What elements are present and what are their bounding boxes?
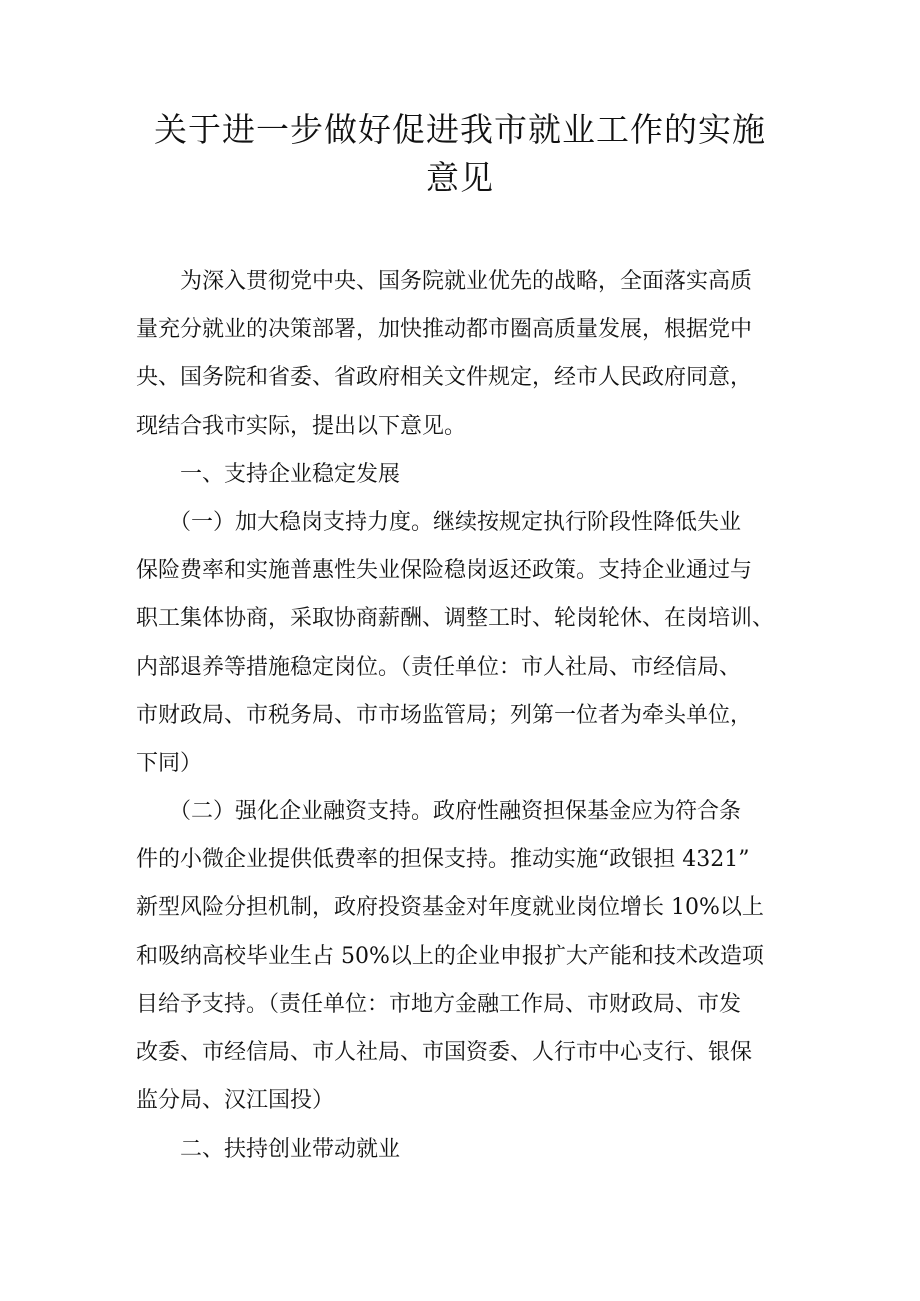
text-line: 现结合我市实际，提出以下意见。: [136, 413, 467, 439]
text-line: 下同）: [136, 750, 203, 776]
text-line: 件的小微企业提供低费率的担保支持。推动实施“政银担 4321”: [136, 847, 750, 873]
text-line: 为深入贯彻党中央、国务院就业优先的战略，全面落实高质: [136, 269, 753, 294]
clause-paragraph-1: [136, 499, 816, 788]
text-line: 改委、市经信局、市人社局、市国资委、人行市中心支行、银保: [136, 1039, 753, 1065]
text-line: 目给予支持。（责任单位：市地方金融工作局、市财政局、市发: [136, 991, 742, 1017]
text-line: 新型风险分担机制，政府投资基金对年度就业岗位增长 10%以上: [136, 895, 764, 921]
text-line: 市财政局、市税务局、市市场监管局；列第一位者为牵头单位，: [136, 702, 753, 728]
section-heading-1: [136, 451, 816, 499]
text-line: 一、支持企业稳定发展: [136, 462, 401, 487]
document-title-line-2: 意见: [426, 158, 494, 197]
text-line: 央、国务院和省委、省政府相关文件规定，经市人民政府同意，: [136, 365, 753, 391]
document-title-line-1: 关于进一步做好促进我市就业工作的实施: [154, 110, 766, 149]
text-line: （二）强化企业融资支持。政府性融资担保基金应为符合条: [136, 799, 742, 824]
text-line: 二、扶持创业带动就业: [136, 1137, 401, 1162]
text-line: 保险费率和实施普惠性失业保险稳岗返还政策。支持企业通过与: [136, 558, 753, 584]
clause-paragraph-2: [136, 788, 816, 1125]
text-line: 监分局、汉江国投）: [136, 1088, 335, 1114]
section-heading-2: [136, 1126, 816, 1174]
text-line: 职工集体协商，采取协商薪酬、调整工时、轮岗轮休、在岗培训、: [136, 606, 775, 632]
text-line: （一）加大稳岗支持力度。继续按规定执行阶段性降低失业: [136, 510, 742, 535]
text-line: 和吸纳高校毕业生占 50%以上的企业申报扩大产能和技术改造项: [136, 943, 764, 969]
intro-paragraph: [136, 258, 816, 451]
text-line: 量充分就业的决策部署，加快推动都市圈高质量发展，根据党中: [136, 317, 753, 343]
text-line: 内部退养等措施稳定岗位。（责任单位：市人社局、市经信局、: [136, 654, 742, 680]
